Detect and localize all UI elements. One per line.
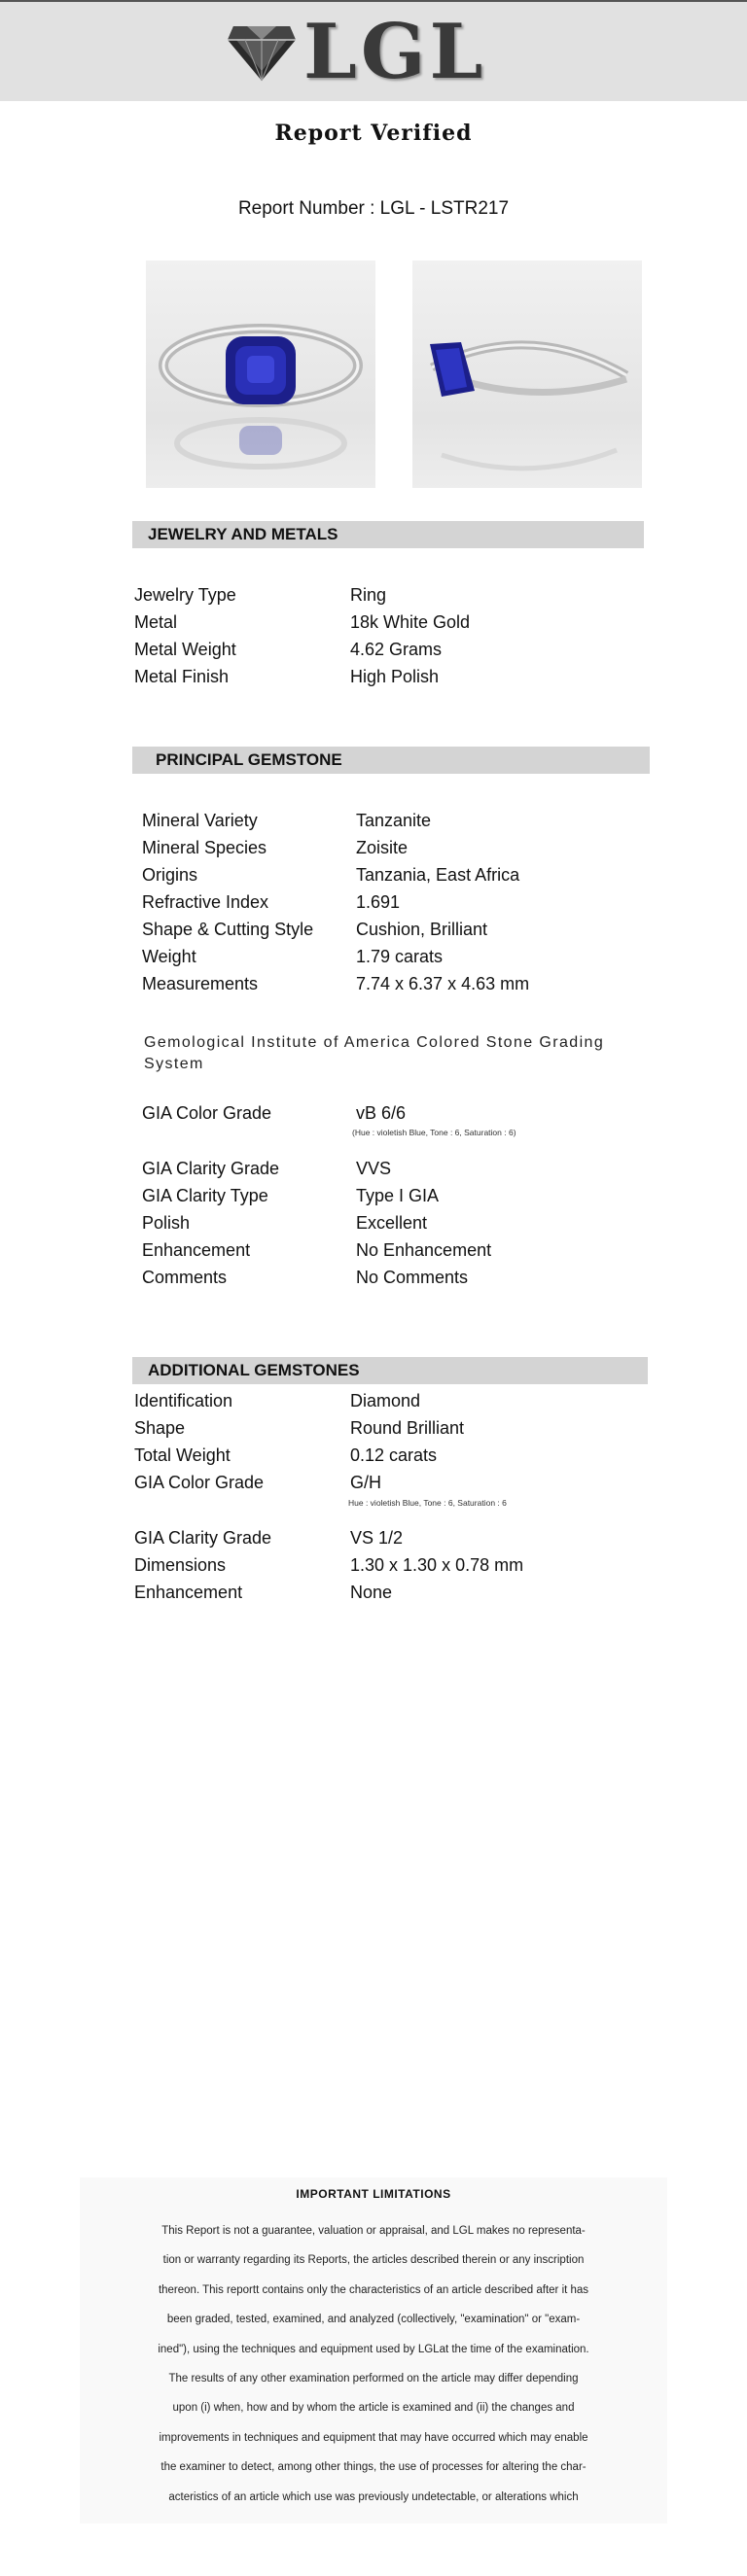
row-value: VS 1/2	[350, 1528, 404, 1548]
row-label: Enhancement	[134, 1583, 243, 1602]
row-value: Cushion, Brilliant	[356, 920, 488, 939]
section-heading-jewelry: JEWELRY AND METALS	[132, 521, 644, 548]
row-label: Metal Weight	[134, 640, 236, 659]
logo	[226, 8, 487, 96]
row-value: Diamond	[350, 1391, 421, 1410]
row-value: Tanzania, East Africa	[356, 865, 520, 885]
limitations-line: the examiner to detect, among other things, the use of processes for altering the char-	[160, 2461, 587, 2474]
limitations-line: been graded, tested, examined, and analyzed (collectively, "examination" or "exam-	[166, 2314, 581, 2326]
row-label: Shape & Cutting Style	[142, 920, 314, 939]
limitations-line: improvements in techniques and equipment that may have occurred which may enable	[159, 2431, 588, 2444]
limitations-text	[105, 2216, 642, 2512]
row-label: GIA Color Grade	[142, 1103, 272, 1123]
row-label: GIA Clarity Grade	[142, 1159, 280, 1178]
row-label: GIA Clarity Grade	[134, 1528, 272, 1548]
row-value: None	[350, 1583, 393, 1602]
row-value: 4.62 Grams	[350, 640, 443, 659]
row-value: 1.79 carats	[356, 947, 444, 966]
page-title: Report Verified	[274, 121, 473, 146]
limitations-line: The results of any other examination performed on the article may differ depending	[168, 2373, 579, 2385]
row-value: Zoisite	[356, 838, 409, 857]
row-label: Metal Finish	[134, 667, 230, 686]
row-label: Jewelry Type	[134, 585, 236, 605]
row-value: 1.30 x 1.30 x 0.78 mm	[350, 1555, 524, 1575]
row-label: Measurements	[142, 974, 259, 993]
row-label: Shape	[134, 1418, 186, 1438]
row-value: No Enhancement	[356, 1240, 492, 1260]
row-value: G/H	[350, 1473, 382, 1492]
row-value: VVS	[356, 1159, 392, 1178]
row-label: Total Weight	[134, 1445, 231, 1465]
limitations-line: tion or warranty regarding its Reports, the articles described therein or any inscription	[162, 2254, 585, 2267]
row-label: Enhancement	[142, 1240, 251, 1260]
row-label: Dimensions	[134, 1555, 227, 1575]
row-label: Identification	[134, 1391, 233, 1410]
header-bar	[0, 0, 747, 101]
row-value: vB 6/6	[356, 1103, 407, 1123]
diamond-icon	[226, 22, 298, 83]
limitations-line: acteristics of an article which use was previously undetectable, or alterations which	[168, 2490, 579, 2503]
logo-text: LGL	[303, 8, 487, 96]
color-grade-note: Hue : violetish Blue, Tone : 6, Saturation : 6	[348, 1498, 507, 1508]
ring-photo-side	[412, 261, 642, 488]
report-number: Report Number : LGL - LSTR217	[237, 198, 510, 219]
row-label: Polish	[142, 1213, 191, 1233]
section-heading-additional: ADDITIONAL GEMSTONES	[132, 1357, 648, 1384]
row-value: 7.74 x 6.37 x 4.63 mm	[356, 974, 530, 993]
color-grade-note: (Hue : violetish Blue, Tone : 6, Saturation : 6)	[352, 1128, 516, 1137]
limitations-heading: IMPORTANT LIMITATIONS	[296, 2187, 451, 2201]
row-value: 18k White Gold	[350, 612, 471, 632]
row-label: Mineral Variety	[142, 811, 258, 830]
row-label: Origins	[142, 865, 198, 885]
row-value: 0.12 carats	[350, 1445, 438, 1465]
row-value: High Polish	[350, 667, 440, 686]
ring-photo-front	[146, 261, 375, 488]
row-value: No Comments	[356, 1268, 469, 1287]
row-value: Round Brilliant	[350, 1418, 465, 1438]
row-value: Tanzanite	[356, 811, 432, 830]
row-label: GIA Clarity Type	[142, 1186, 268, 1205]
section-heading-principal: PRINCIPAL GEMSTONE	[132, 747, 650, 774]
gia-system-note: Gemological Institute of America Colored Stone Grading System	[144, 1034, 605, 1072]
row-value: Type I GIA	[356, 1186, 440, 1205]
row-label: Metal	[134, 612, 178, 632]
row-label: Mineral Species	[142, 838, 267, 857]
limitations-line: This Report is not a guarantee, valuation or appraisal, and LGL makes no representa-	[161, 2225, 586, 2237]
row-label: Comments	[142, 1268, 228, 1287]
row-value: Ring	[350, 585, 387, 605]
limitations-line: thereon. This reportt contains only the characteristics of an article described after it has	[158, 2283, 589, 2296]
limitations-line: ined"), using the techniques and equipment used by LGLat the time of the examination.	[158, 2343, 589, 2355]
row-label: GIA Color Grade	[134, 1473, 265, 1492]
limitations-line: upon (i) when, how and by whom the article is examined and (ii) the changes and	[172, 2402, 575, 2415]
row-label: Weight	[142, 947, 196, 966]
row-value: Excellent	[356, 1213, 428, 1233]
row-value: 1.691	[356, 892, 401, 912]
row-label: Refractive Index	[142, 892, 269, 912]
